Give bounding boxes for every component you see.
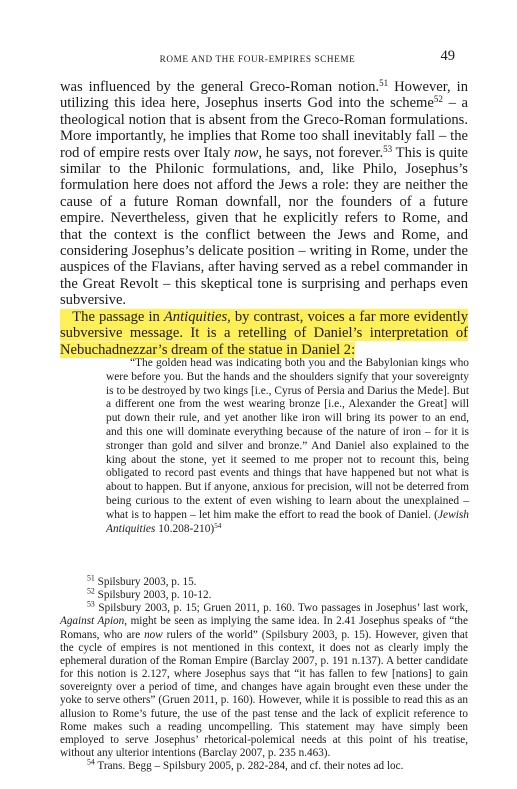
footnote: $^{54}$ Trans. Begg – Spilsbury 2005, p. 282-284, and cf. their notes ad loc. xyxy=(87,757,404,773)
footnote-ref[interactable]: 52 xyxy=(433,94,443,105)
footnote-ref[interactable]: 54 xyxy=(214,521,222,530)
running-title: ROME AND THE FOUR-EMPIRES SCHEME xyxy=(159,54,356,64)
highlighted-paragraph xyxy=(60,309,468,358)
quote-text: “The golden head was indicating both you and the Babylonian kings who were before you. But the hands and the shoulders signify that your sovereignty is to be destroyed by two kings [i.e., Cyrus of Persia and Darius the Mede]. But a different one from the west wearing bronze [i.e., Alexander the Great] will put down their rule, and yet another like iron will bring its power to an end, and this one will dominate everything because of the nature of iron – for it is stronger than gold and silver and bronze.” And Daniel also explained to the king about the stone, yet it seemed to me proper not to recount this, being obligated to record past events and things that have happened but not what is about to happen. But if anyone, anxious for precision, will not be deterred from being curious to the extent of even wishing to learn about the unexplained – what is to happen – let him make the effort to read the book of Daniel. (Jewish Antiquities 10.208-210)$^{54}$ xyxy=(106,357,469,535)
page-number: 49 xyxy=(440,48,455,64)
page-header xyxy=(60,48,455,70)
block-quote xyxy=(106,357,469,536)
footnote: $^{53}$ Spilsbury 2003, p. 15; Gruen 2011, p. 160. Two passages in Josephus’ last work, Against Apion, might be seen as implying the same idea. In 2.41 Josephus speaks of “the Romans, who are now rulers of the world” (Spilsbury 2003, p. 15). However, given that the cycle of empires is not mentioned in this context, it does not as clearly imply the ephemeral duration of the Roman Empire (Barclay 2007, p. 191 n.137). A better candidate for this notion is 2.127, where Josephus says that “it has fallen to few [nations] to gain sovereignty over a period of time, and changes have again brought even these under the yoke to serve others” (Gruen 2011, p. 160). However, while it is possible to read this as an allusion to Rome’s future, the use of the past tense and the lack of explicit reference to Rome makes such a reading uncompelling. This statement may have simply been employed to serve Josephus’ rhetorical-polemical needs at this point of his treatise, without any ulterior intentions (Barclay 2007, p. 235 n.463). xyxy=(60,600,468,760)
footnote: $^{52}$ Spilsbury 2003, p. 10-12. xyxy=(87,586,212,602)
footnotes xyxy=(60,573,468,773)
footnote: $^{51}$ Spilsbury 2003, p. 15. xyxy=(87,573,197,588)
paragraph: was influenced by the general Greco-Roman notion.$^{51}$ However, in utilizing this idea here, Josephus inserts God into the scheme$^{52}$ – a theological notion that is absent from the Greco-Roman formulations. More importantly, he implies that Rome too shall inevitably fall – the rod of empire rests over Italy now, he says, not forever.$^{53}$ This is quite similar to the Philonic formulations, and, like Philo, Josephus’s formulation here does not afford the Jews a role: they are neither the cause of a future Roman downfall, nor the founders of a future empire. Nevertheless, given that he explicitly refers to Rome, and that the context is the conflict between the Jews and Rome, and considering Josephus’s delicate position – writing in Rome, under the auspices of the Flavians, after having served as a rebel commander in the Great Revolt – this skeptical tone is surprising and perhaps even subversive. xyxy=(60,78,469,309)
text-highlight[interactable]: The passage in Antiquities, by contrast, voices a far more evidently subversive message. It is a retelling of Daniel’s interpretation of Nebuchadnezzar’s dream of the statue in Daniel 2: xyxy=(60,308,468,358)
main-text xyxy=(60,79,468,358)
footnote-ref[interactable]: 53 xyxy=(383,143,393,154)
footnote-ref[interactable]: 51 xyxy=(379,78,389,89)
